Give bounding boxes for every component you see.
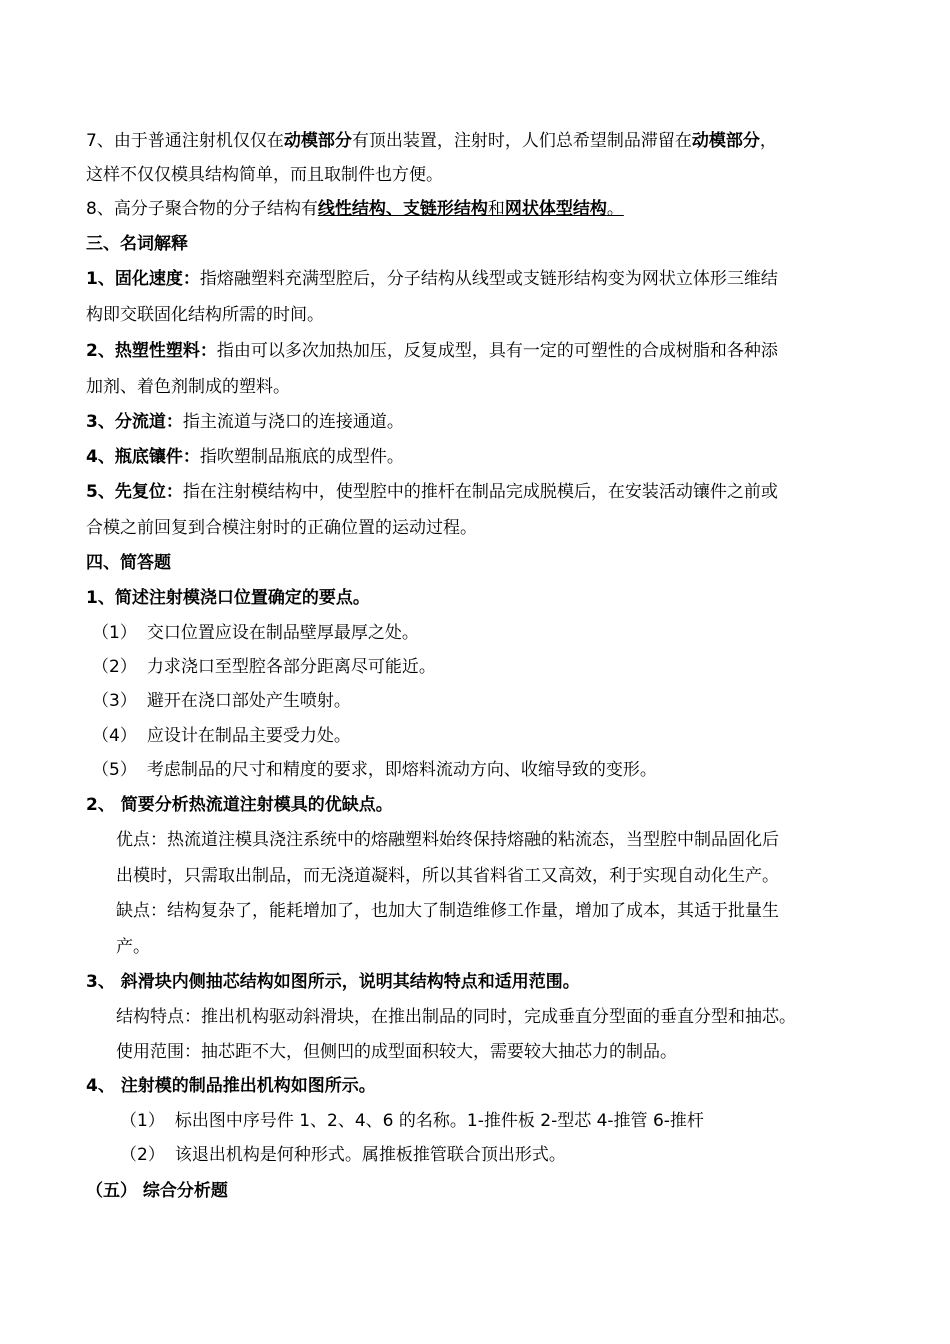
q8-text-2: 和 <box>487 199 505 219</box>
term-5-line-2: 合模之前回复到合模注射时的正确位置的运动过程。 <box>86 518 477 538</box>
q4-1-title: 1、简述注射模浇口位置确定的要点。 <box>86 588 370 608</box>
term-4-text: 指吹塑制品瓶底的成型件。 <box>199 447 404 467</box>
q4-3-usage: 使用范围：抽芯距不大，但侧凹的成型面积较大，需要较大抽芯力的制品。 <box>116 1042 677 1062</box>
item-number: （1） <box>92 623 137 643</box>
q4-4-item-1 <box>120 1110 704 1132</box>
item-text: 该退出机构是何种形式。属推板推管联合顶出形式。 <box>174 1145 566 1165</box>
q7-line-2: 这样不仅仅模具结构简单，而且取制件也方便。 <box>86 165 443 185</box>
item-number: （1） <box>120 1111 165 1131</box>
q4-2-adv-line-1: 优点：热流道注模具浇注系统中的熔融塑料始终保持熔融的粘流态，当型腔中制品固化后 <box>116 830 779 850</box>
term-5-label: 5、先复位： <box>86 482 183 502</box>
term-4-label: 4、瓶底镶件： <box>86 447 200 467</box>
item-number: （4） <box>92 726 137 746</box>
term-2-line-2: 加剂、着色剂制成的塑料。 <box>86 377 290 397</box>
q4-2-dis-line-1: 缺点：结构复杂了，能耗增加了，也加大了制造维修工作量，增加了成本，其适于批量生 <box>116 901 779 921</box>
term-2-label: 2、热塑性塑料： <box>86 341 217 361</box>
q8-bold-2: 网状体型结构 <box>504 199 607 219</box>
q4-4-item-2 <box>120 1144 566 1166</box>
term-3-text: 指主流道与浇口的连接通道。 <box>182 412 404 432</box>
q4-1-item-1 <box>92 622 419 644</box>
item-text: 考虑制品的尺寸和精度的要求，即熔料流动方向、收缩导致的变形。 <box>146 760 657 780</box>
q7-line-1 <box>86 130 777 152</box>
q7-bold-1: 动模部分 <box>283 131 352 151</box>
item-number: （5） <box>92 760 137 780</box>
item-number: （2） <box>92 657 137 677</box>
q4-1-item-5 <box>92 759 657 781</box>
q7-text-3: ， <box>759 131 777 151</box>
section-5-heading: （五） 综合分析题 <box>86 1181 228 1201</box>
term-1-line-2: 构即交联固化结构所需的时间。 <box>86 305 324 325</box>
term-2-text: 指由可以多次加热加压，反复成型，具有一定的可塑性的合成树脂和各种添 <box>216 341 778 361</box>
term-1-line-1 <box>86 268 778 290</box>
item-text: 力求浇口至型腔各部分距离尽可能近。 <box>146 657 436 677</box>
item-text: 交口位置应设在制品壁厚最厚之处。 <box>146 623 419 643</box>
term-3-label: 3、分流道： <box>86 412 183 432</box>
q7-bold-2: 动模部分 <box>691 131 760 151</box>
term-1-label: 1、固化速度： <box>86 269 200 289</box>
q8-line <box>86 198 624 220</box>
q7-text-2: 有顶出装置，注射时，人们总希望制品滞留在 <box>351 131 692 151</box>
q7-text-1: 7、由于普通注射机仅仅在 <box>86 131 284 151</box>
item-text: 标出图中序号件 1、2、4、6 的名称。1-推件板 2-型芯 4-推管 6-推杆 <box>174 1111 704 1131</box>
q4-1-item-2 <box>92 656 436 678</box>
item-text: 避开在浇口部处产生喷射。 <box>146 691 351 711</box>
term-5-line-1 <box>86 481 778 503</box>
q4-1-item-3 <box>92 690 351 712</box>
q8-text-1: 8、高分子聚合物的分子结构有 <box>86 199 318 219</box>
term-2-line-1 <box>86 340 778 362</box>
q4-1-item-4 <box>92 725 351 747</box>
q4-2-dis-line-2: 产。 <box>116 937 150 957</box>
q4-2-adv-line-2: 出模时，只需取出制品，而无浇道凝料，所以其省料省工又高效，利于实现自动化生产。 <box>116 866 779 886</box>
term-4-line <box>86 446 404 468</box>
term-3-line <box>86 411 404 433</box>
q8-text-3: 。 <box>606 199 624 219</box>
term-5-text: 指在注射模结构中，使型腔中的推杆在制品完成脱模后，在安装活动镶件之前或 <box>182 482 778 502</box>
section-4-heading: 四、简答题 <box>86 553 171 573</box>
q8-bold-1: 线性结构、支链形结构 <box>317 199 488 219</box>
item-text: 应设计在制品主要受力处。 <box>146 726 351 746</box>
q4-2-title: 2、 简要分析热流道注射模具的优缺点。 <box>86 795 393 815</box>
section-3-heading: 三、名词解释 <box>86 234 188 254</box>
q4-4-title: 4、 注射模的制品推出机构如图所示。 <box>86 1076 376 1096</box>
item-number: （3） <box>92 691 137 711</box>
item-number: （2） <box>120 1145 165 1165</box>
term-1-text: 指熔融塑料充满型腔后，分子结构从线型或支链形结构变为网状立体形三维结 <box>199 269 778 289</box>
q4-3-feature: 结构特点：推出机构驱动斜滑块，在推出制品的同时，完成垂直分型面的垂直分型和抽芯。 <box>116 1007 796 1027</box>
q4-3-title: 3、 斜滑块内侧抽芯结构如图所示，说明其结构特点和适用范围。 <box>86 972 580 992</box>
